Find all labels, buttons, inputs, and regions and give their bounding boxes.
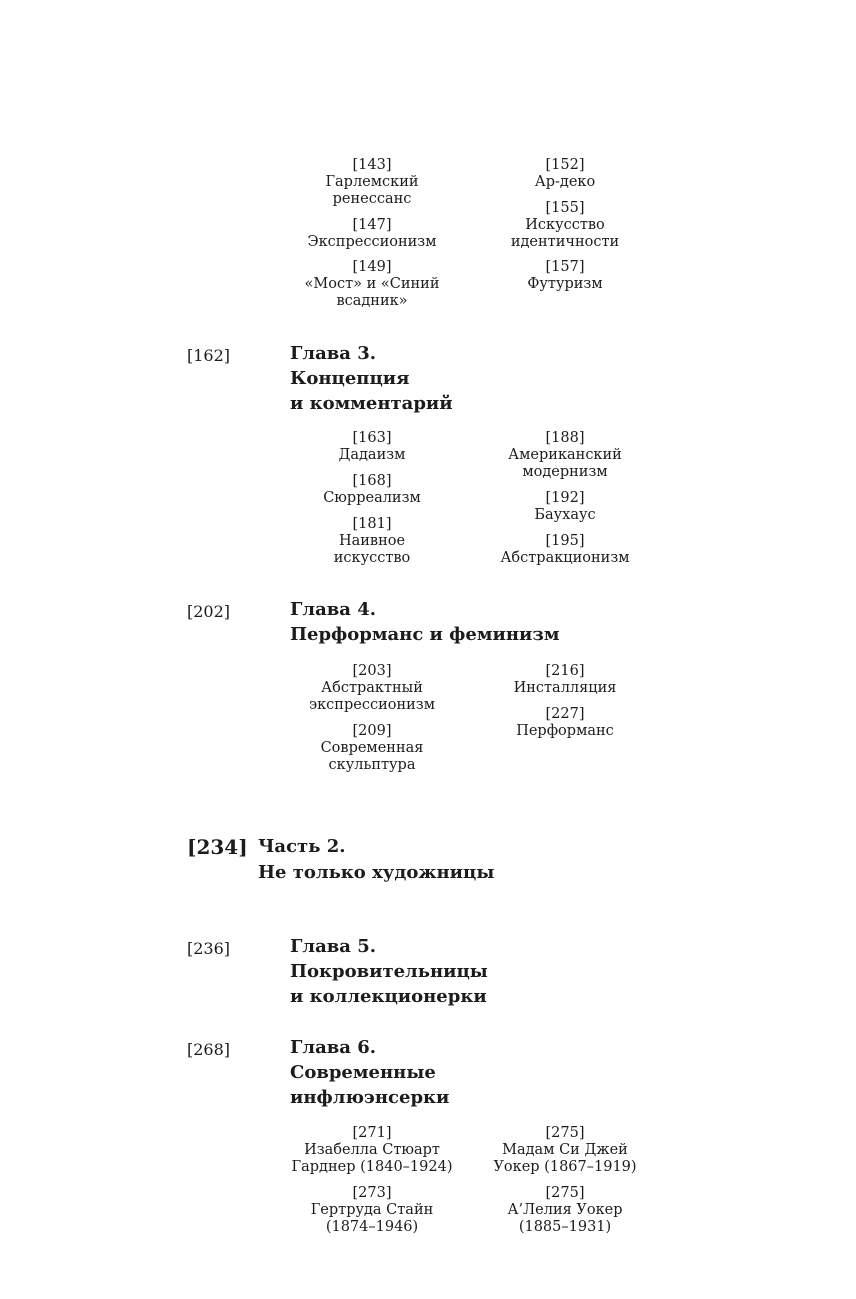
toc-entry[interactable]: [480, 200, 650, 251]
entry-title-line: ренессанс: [332, 191, 412, 207]
entry-title-line: Искусство: [525, 217, 605, 233]
entry-page-number: [168]: [352, 473, 392, 489]
entry-page-number: [181]: [352, 516, 392, 532]
chapter-page-number: [268]: [187, 1040, 231, 1059]
entry-title-line: Инсталляция: [513, 680, 617, 696]
entry-title-line: Гарлемский: [325, 174, 419, 190]
entry-page-number: [271]: [352, 1125, 392, 1141]
chapter-title-line: Современные: [290, 1062, 436, 1083]
toc-entry[interactable]: [480, 157, 650, 191]
chapter-title-line: и комментарий: [290, 393, 453, 414]
entry-title-line: Современная: [320, 740, 424, 756]
toc-entry[interactable]: [287, 1185, 457, 1236]
toc-entry[interactable]: [287, 157, 457, 208]
entry-page-number: [147]: [352, 217, 392, 233]
entry-title-line: А’Лелия Уокер: [507, 1202, 623, 1218]
toc-entry[interactable]: [287, 723, 457, 774]
toc-entry[interactable]: [480, 663, 650, 697]
entry-page-number: [275]: [545, 1185, 585, 1201]
entry-title-line: Экспрессионизм: [307, 234, 437, 250]
entry-page-number: [273]: [352, 1185, 392, 1201]
entry-page-number: [143]: [352, 157, 392, 173]
chapter-page-number: [162]: [187, 346, 231, 365]
chapter-title-line: и коллекционерки: [290, 986, 487, 1007]
toc-entry[interactable]: [287, 473, 457, 507]
entry-title-line: скульптура: [328, 757, 416, 773]
entry-title-line: Сюрреализм: [323, 490, 421, 506]
toc-entry[interactable]: [480, 706, 650, 740]
entry-page-number: [209]: [352, 723, 392, 739]
entry-page-number: [203]: [352, 663, 392, 679]
entry-title-line: Уокер (1867–1919): [493, 1159, 637, 1175]
entry-title-line: Мадам Си Джей: [502, 1142, 628, 1158]
entry-title-line: Наивное: [338, 533, 406, 549]
chapter-label: Глава 6.: [290, 1037, 377, 1058]
part-label: Часть 2.: [258, 836, 346, 857]
entry-title-line: Ар-деко: [534, 174, 596, 190]
toc-entry[interactable]: [287, 663, 457, 714]
entry-title-line: Баухаус: [534, 507, 596, 523]
entry-page-number: [163]: [352, 430, 392, 446]
entry-title-line: Дадаизм: [338, 447, 406, 463]
toc-entry[interactable]: [287, 430, 457, 464]
entry-title-line: искусство: [333, 550, 411, 566]
entry-page-number: [275]: [545, 1125, 585, 1141]
entry-title-line: Перформанс: [516, 723, 614, 739]
entry-page-number: [195]: [545, 533, 585, 549]
toc-entry[interactable]: [480, 430, 650, 481]
entry-title-line: экспрессионизм: [309, 697, 435, 713]
entry-title-line: «Мост» и «Синий: [304, 276, 440, 292]
entry-title-line: Изабелла Стюарт: [304, 1142, 440, 1158]
chapter-page-number: [202]: [187, 602, 231, 621]
toc-entry[interactable]: [287, 516, 457, 567]
toc-entry[interactable]: [480, 259, 650, 293]
entry-title-line: всадник»: [336, 293, 408, 309]
entry-title-line: Футуризм: [527, 276, 603, 292]
chapter-title-line: инфлюэнсерки: [290, 1087, 450, 1108]
toc-entry[interactable]: [480, 1125, 650, 1176]
chapter-title-line: Концепция: [290, 368, 410, 389]
chapter-label: Глава 4.: [290, 599, 377, 620]
entry-title-line: (1885–1931): [518, 1219, 612, 1235]
entry-page-number: [155]: [545, 200, 585, 216]
entry-title-line: Американский: [508, 447, 622, 463]
entry-page-number: [188]: [545, 430, 585, 446]
entry-page-number: [227]: [545, 706, 585, 722]
part-page-number: [234]: [187, 835, 248, 859]
entry-page-number: [157]: [545, 259, 585, 275]
chapter-label: Глава 5.: [290, 936, 377, 957]
toc-entry[interactable]: [287, 1125, 457, 1176]
entry-page-number: [192]: [545, 490, 585, 506]
toc-entry[interactable]: [480, 1185, 650, 1236]
entry-title-line: Гарднер (1840–1924): [291, 1159, 453, 1175]
part-title-line: Не только художницы: [258, 862, 495, 883]
entry-title-line: Абстракционизм: [500, 550, 630, 566]
chapter-label: Глава 3.: [290, 343, 377, 364]
entry-title-line: модернизм: [522, 464, 608, 480]
entry-page-number: [152]: [545, 157, 585, 173]
entry-title-line: идентичности: [510, 234, 620, 250]
entry-page-number: [149]: [352, 259, 392, 275]
entry-title-line: Гертруда Стайн: [310, 1202, 434, 1218]
entry-title-line: Абстрактный: [321, 680, 423, 696]
entry-page-number: [216]: [545, 663, 585, 679]
chapter-title-line: Покровительницы: [290, 961, 488, 982]
chapter-page-number: [236]: [187, 939, 231, 958]
toc-entry[interactable]: [480, 490, 650, 524]
entry-title-line: (1874–1946): [325, 1219, 419, 1235]
toc-entry[interactable]: [287, 259, 457, 310]
toc-entry[interactable]: [480, 533, 650, 567]
chapter-title-line: Перформанс и феминизм: [290, 624, 560, 645]
toc-entry[interactable]: [287, 217, 457, 251]
